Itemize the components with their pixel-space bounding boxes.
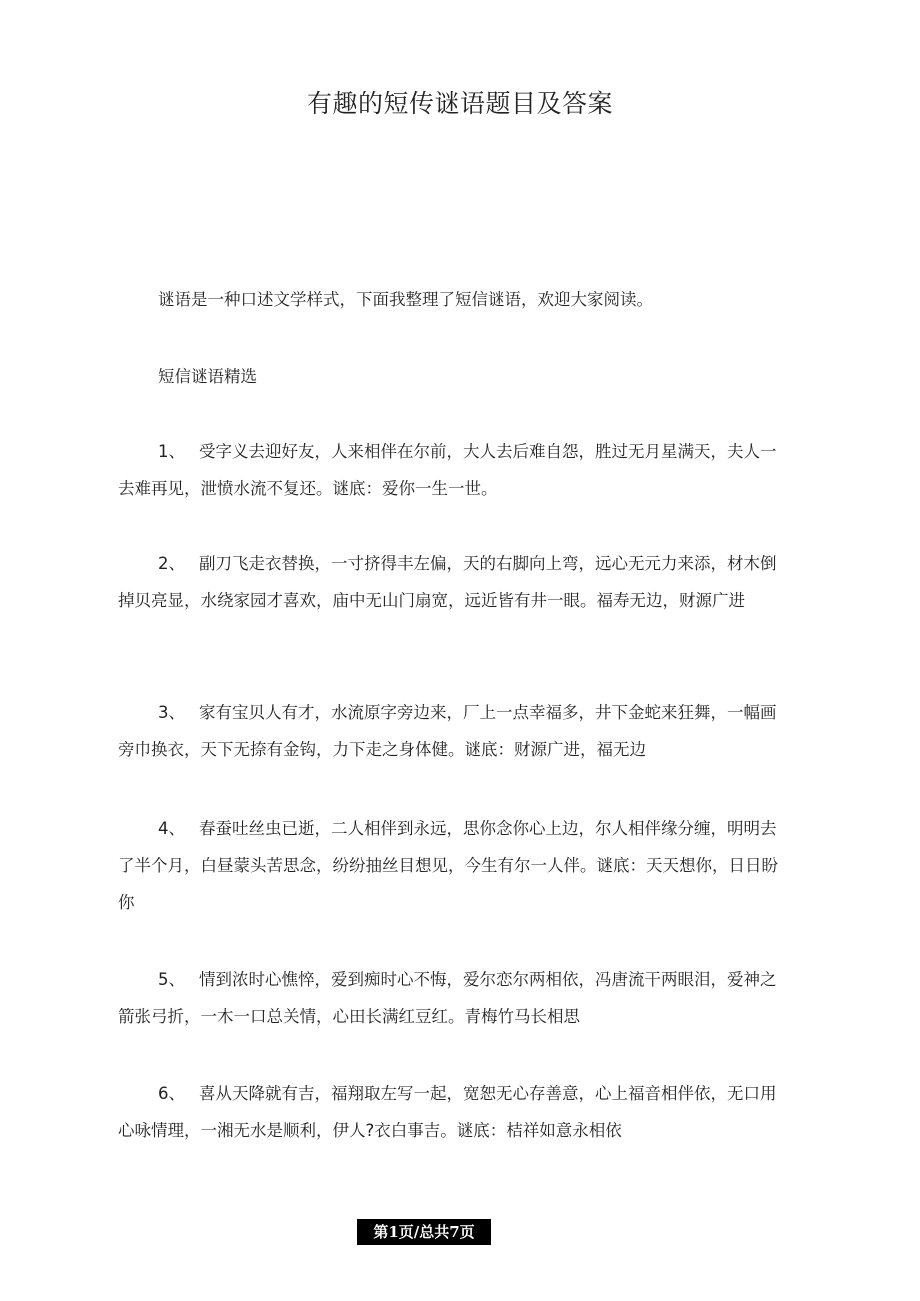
riddle-item-5: [118, 961, 788, 1035]
riddle-text: 受字义去迎好友，人来相伴在尔前，大人去后难自怨，胜过无月星满天，夫人一去难再见，泄愤水流不复还。谜底：爱你一生一世。: [118, 442, 777, 498]
riddle-text: 情到浓时心憔悴，爱到痴时心不悔，爱尔恋尔两相依，冯唐流干两眼泪，爱神之箭张弓折，一木一口总关情，心田长满红豆红。青梅竹马长相思: [118, 970, 777, 1026]
riddle-text: 副刀飞走衣替换，一寸挤得丰左偏，天的右脚向上弯，远心无元力来添，材木倒掉贝亮显，水绕家园才喜欢，庙中无山门扇宽，远近皆有井一眼。福寿无边，财源广进: [118, 554, 777, 610]
riddle-item-6: [118, 1075, 788, 1149]
riddle-item-1: [118, 433, 788, 507]
riddle-item-4: [118, 810, 788, 921]
riddle-text: 家有宝贝人有才，水流原字旁边来，厂上一点幸福多，井下金蛇来狂舞，一幅画旁巾换衣，天下无捺有金钩，力下走之身体健。谜底：财源广进，福无边: [118, 703, 777, 759]
document-title: 有趣的短传谜语题目及答案: [306, 89, 613, 118]
riddle-text: 喜从天降就有吉，福翔取左写一起，宽恕无心存善意，心上福音相伴依，无口用心咏情理，一湘无水是顺利，伊人?衣白事吉。谜底：桔祥如意永相依: [118, 1084, 777, 1140]
riddle-number: 3、: [158, 703, 185, 722]
riddle-item-2: [118, 545, 788, 619]
riddle-number: 2、: [158, 554, 185, 573]
riddle-number: 5、: [158, 970, 185, 989]
riddle-text: 春蚕吐丝虫已逝，二人相伴到永远，思你念你心上边，尔人相伴缘分缠，明明去了半个月，白昼蒙头苦思念，纷纷抽丝目想见，今生有尔一人伴。谜底：天天想你，日日盼你: [118, 819, 778, 912]
riddle-item-3: [118, 694, 788, 768]
riddle-number: 1、: [158, 442, 185, 461]
riddle-number: 6、: [158, 1084, 185, 1103]
section-heading: 短信谜语精选: [158, 367, 257, 386]
intro-paragraph: 谜语是一种口述文学样式，下面我整理了短信谜语，欢迎大家阅读。: [158, 290, 653, 309]
riddle-number: 4、: [158, 819, 185, 838]
page-indicator: 第1页/总共7页: [357, 1219, 491, 1245]
